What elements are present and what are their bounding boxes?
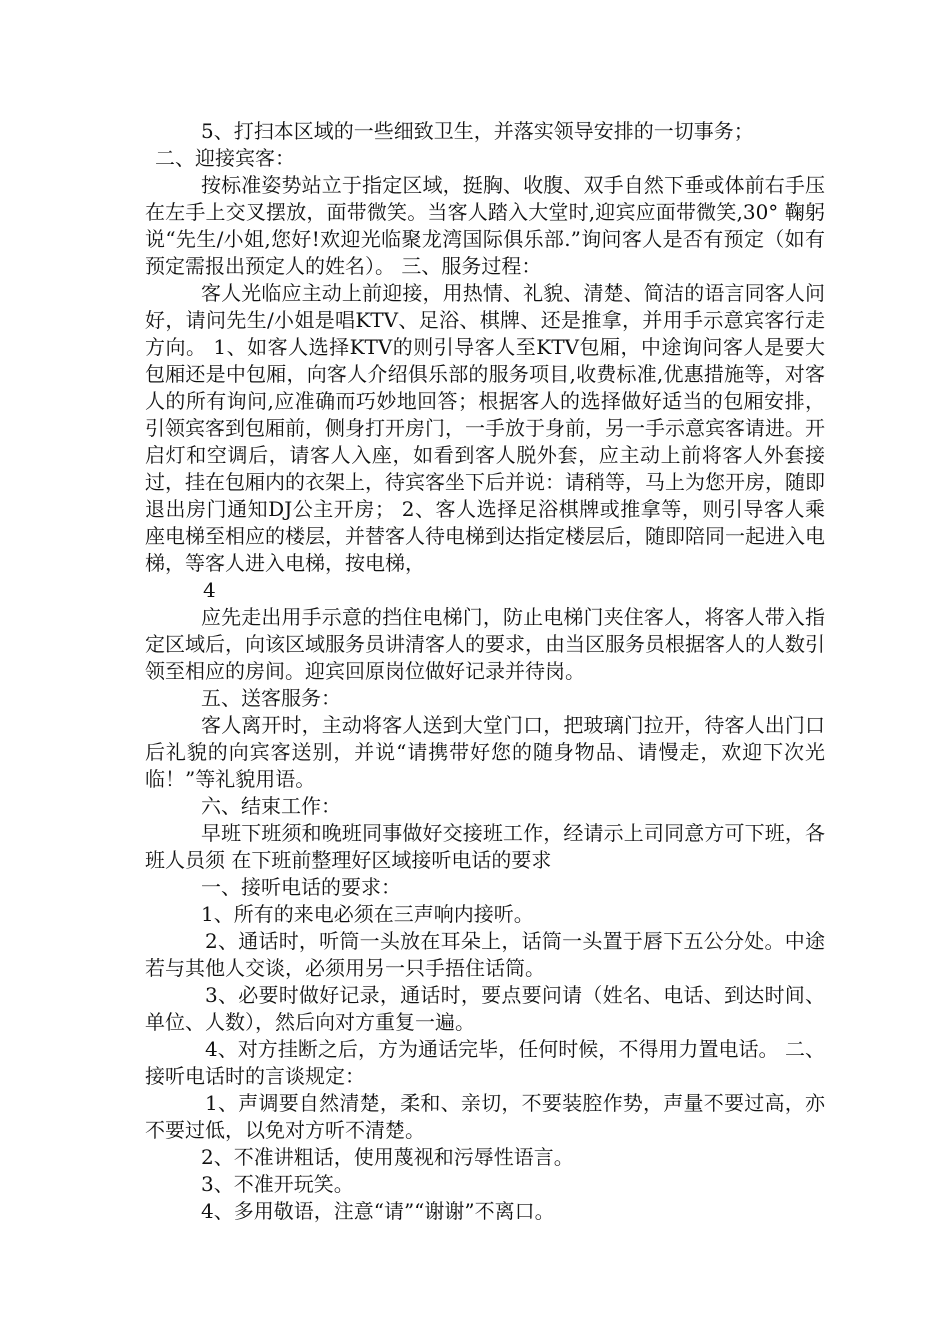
paragraph-elevator: 应先走出用手示意的挡住电梯门，防止电梯门夹住客人，将客人带入指定区域后，向该区域服务员讲清客人的要求，由当区服务员根据客人的人数引领至相应的房间。迎宾回原岗位做好记录并待岗。 <box>145 605 825 683</box>
heading-see-off: 五、送客服务： <box>201 686 341 710</box>
speech-rule-1: 1、声调要自然清楚，柔和、亲切，不要装腔作势，声量不要过高，亦不要过低，以免对方听不清楚。 <box>145 1091 825 1142</box>
phone-rule-2: 2、通话时，听筒一头放在耳朵上，话筒一头置于唇下五公分处。中途若与其他人交谈，必须用另一只手捂住话筒。 <box>145 929 825 980</box>
speech-rule-3: 3、不准开玩笑。 <box>201 1172 354 1196</box>
heading-end-work: 六、结束工作： <box>201 794 341 818</box>
paragraph-task-5: 5、打扫本区域的一些细致卫生，并落实领导安排的一切事务； <box>201 119 754 143</box>
speech-rule-4: 4、多用敬语，注意“请”“谢谢”不离口。 <box>201 1199 555 1223</box>
page-number: 4 <box>203 578 216 602</box>
paragraph-end-work: 早班下班须和晚班同事做好交接班工作，经请示上司同意方可下班，各班人员须 在下班前整理好区域接听电话的要求 <box>145 821 825 872</box>
phone-rule-4: 4、对方挂断之后，方为通话完毕，任何时候，不得用力置电话。 二、接听电话时的言谈规定： <box>145 1037 825 1088</box>
phone-rule-1: 1、所有的来电必须在三声响内接听。 <box>201 902 534 926</box>
heading-greet-guests: 二、迎接宾客： <box>155 146 295 170</box>
heading-phone-requirements: 一、接听电话的要求： <box>201 875 401 899</box>
phone-rule-3: 3、必要时做好记录，通话时，要点要问请（姓名、电话、到达时间、单位、人数），然后向对方重复一遍。 <box>145 983 825 1034</box>
paragraph-greet-guests: 按标准姿势站立于指定区域，挺胸、收腹、双手自然下垂或体前右手压在左手上交叉摆放，面带微笑。当客人踏入大堂时,迎宾应面带微笑,30° 鞠躬说“先生/小姐,您好!欢迎光临聚龙湾国际俱乐部.”询问客人是否有预定（如有预定需报出预定人的姓名）。 三、服务过程： <box>145 173 825 278</box>
paragraph-see-off: 客人离开时，主动将客人送到大堂门口，把玻璃门拉开，待客人出门口后礼貌的向宾客送别，并说“请携带好您的随身物品、请慢走，欢迎下次光临！”等礼貌用语。 <box>145 713 825 791</box>
speech-rule-2: 2、不准讲粗话，使用蔑视和污辱性语言。 <box>201 1145 574 1169</box>
paragraph-service-process: 客人光临应主动上前迎接，用热情、礼貌、清楚、简洁的语言同客人问好，请问先生/小姐是唱KTV、足浴、棋牌、还是推拿，并用手示意宾客行走方向。 1、如客人选择KTV的则引导客人至KTV包厢，中途询问客人是要大包厢还是中包厢，向客人介绍俱乐部的服务项目,收费标准,优惠措施等，对客人的所有询问,应准确而巧妙地回答；根据客人的选择做好适当的包厢安排，引领宾客到包厢前，侧身打开房门，一手放于身前，另一手示意宾客请进。开启灯和空调后，请客人入座，如看到客人脱外套，应主动上前将客人外套接过，挂在包厢内的衣架上，待宾客坐下后并说：请稍等，马上为您开房，随即退出房门通知DJ公主开房； 2、客人选择足浴棋牌或推拿等，则引导客人乘座电梯至相应的楼层，并替客人待电梯到达指定楼层后，随即陪同一起进入电梯，等客人进入电梯，按电梯， <box>145 281 825 575</box>
document-body <box>145 118 825 1225</box>
